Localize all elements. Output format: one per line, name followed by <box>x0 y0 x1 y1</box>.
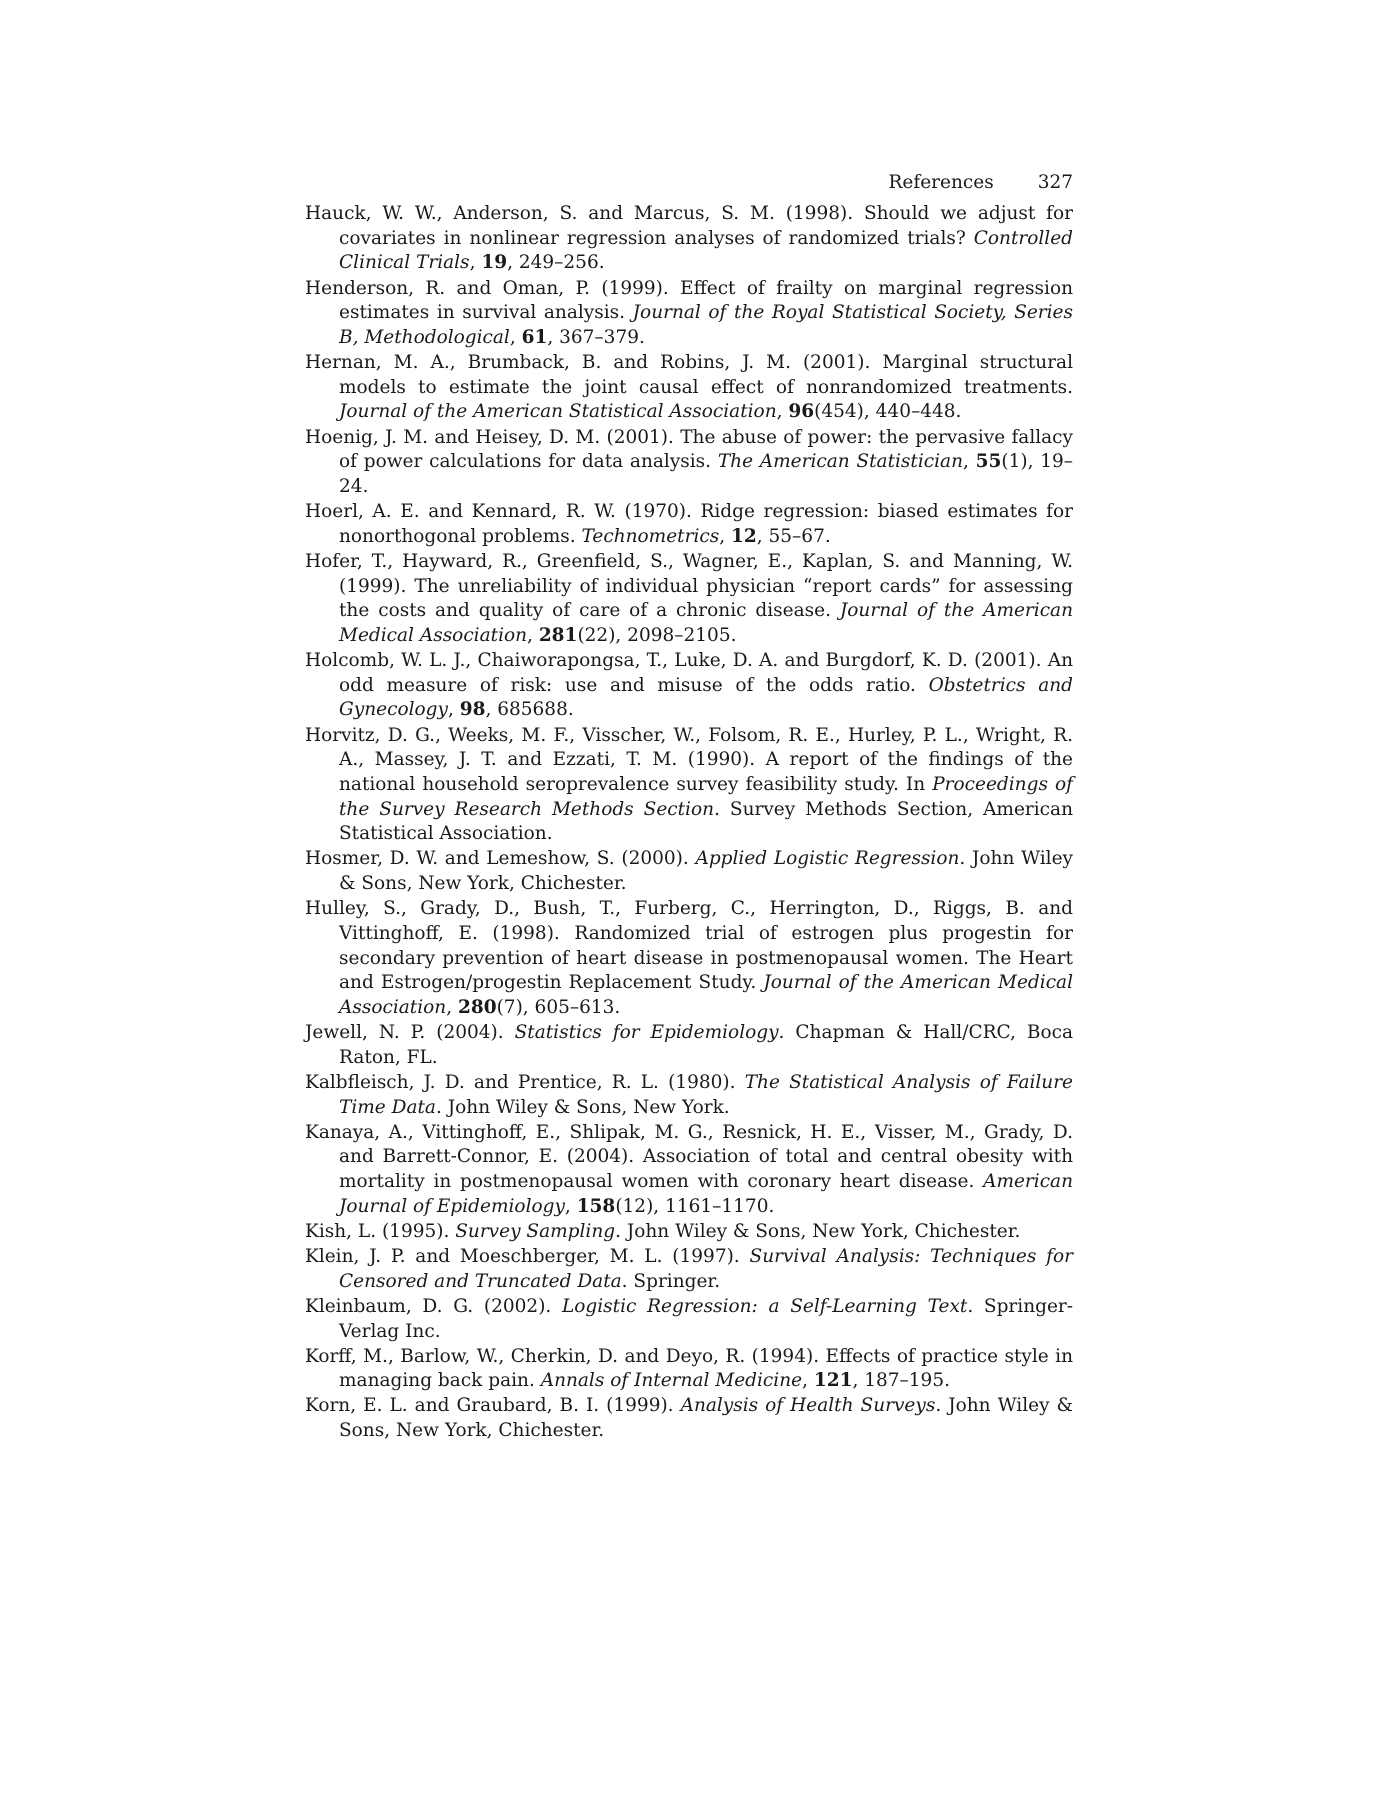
reference-journal: The Statistical Analysis of Failure Time Data <box>339 1071 1074 1118</box>
reference-separator: , <box>447 699 460 721</box>
reference-text: Horvitz, D. G., Weeks, M. F., Visscher, W., Folsom, R. E., Hurley, P. L., Wright, R. A., Massey, J. T. and Ezzati, T. M. (1990). A report of the findings of the national household seroprevalence survey feasibility study. In <box>305 724 1073 795</box>
reference-separator: . Springer-Verlag Inc. <box>339 1295 1073 1342</box>
reference-pages: (7), 605–613. <box>496 997 621 1019</box>
reference-text: Kalbfleisch, J. D. and Prentice, R. L. (1980). <box>305 1071 745 1093</box>
page-number: 327 <box>1037 172 1073 193</box>
reference-entry <box>305 1220 1073 1245</box>
reference-journal: Annals of Internal Medicine <box>540 1370 803 1392</box>
reference-volume: 61 <box>521 326 548 348</box>
reference-separator: , <box>469 252 482 274</box>
reference-separator: , <box>527 624 539 646</box>
reference-journal: Applied Logistic Regression <box>695 848 960 870</box>
reference-separator: . Chapman & Hall/CRC, Boca Raton, FL. <box>339 1022 1073 1068</box>
reference-pages: (1), 19–24. <box>339 451 1073 497</box>
reference-volume: 19 <box>481 252 508 274</box>
reference-volume: 55 <box>975 451 1002 473</box>
reference-text: Jewell, N. P. (2004). <box>305 1022 515 1044</box>
reference-entry <box>305 426 1073 500</box>
reference-separator: . Springer. <box>621 1270 721 1292</box>
reference-journal: Obstetrics and Gynecology <box>339 674 1073 721</box>
reference-journal: American Journal of Epidemiology <box>339 1171 1073 1217</box>
reference-entry <box>305 1071 1073 1120</box>
reference-volume: 158 <box>576 1195 616 1217</box>
reference-journal: Journal of the American Statistical Association <box>339 401 777 423</box>
reference-separator: . John Wiley & Sons, New York. <box>435 1096 730 1118</box>
reference-entry <box>305 1021 1073 1070</box>
reference-text: Henderson, R. and Oman, P. (1999). Effect of frailty on marginal regression estimates in survival analysis. <box>305 277 1073 324</box>
reference-pages: , 249–256. <box>507 252 605 274</box>
reference-separator: . John Wiley & Sons, New York, Chichester. <box>615 1220 1021 1242</box>
reference-entry <box>305 1245 1073 1294</box>
reference-volume: 98 <box>459 699 486 721</box>
reference-separator: , <box>446 997 458 1019</box>
reference-text: Kanaya, A., Vittinghoff, E., Shlipak, M. G., Resnick, H. E., Visser, M., Grady, D. and Barrett-Connor, E. (2004). Association of total and central obesity with mortality in postmenopausal women with coronary heart disease. <box>305 1121 1073 1193</box>
reference-entry <box>305 351 1073 425</box>
reference-entry <box>305 277 1073 351</box>
reference-entry <box>305 649 1073 723</box>
reference-journal: The American Statistician <box>717 451 963 473</box>
reference-text: Hosmer, D. W. and Lemeshow, S. (2000). <box>305 848 696 870</box>
reference-text: Hoerl, A. E. and Kennard, R. W. (1970). Ridge regression: biased estimates for nonorthogonal problems. <box>305 501 1073 547</box>
reference-entry <box>305 1121 1073 1220</box>
reference-entry <box>305 724 1073 848</box>
reference-volume: 96 <box>788 401 815 423</box>
reference-journal: Proceedings of the Survey Research Methods Section <box>339 773 1073 820</box>
reference-volume: 121 <box>813 1370 853 1392</box>
reference-text: Korn, E. L. and Graubard, B. I. (1999). <box>305 1395 681 1417</box>
reference-entry <box>305 1394 1073 1443</box>
reference-journal: Survey Sampling <box>455 1220 616 1242</box>
reference-entry <box>305 1345 1073 1394</box>
reference-separator: , <box>564 1195 577 1217</box>
reference-entry <box>305 1295 1073 1344</box>
reference-entry <box>305 550 1073 649</box>
reference-separator: . Survey Methods Section, American Statistical Association. <box>339 798 1073 845</box>
reference-separator: . John Wiley & Sons, New York, Chichester. <box>339 848 1073 895</box>
reference-entry <box>305 897 1073 1021</box>
reference-text: Korff, M., Barlow, W., Cherkin, D. and Deyo, R. (1994). Effects of practice style in managing back pain. <box>305 1345 1073 1392</box>
reference-entry <box>305 500 1073 549</box>
reference-journal: Logistic Regression: a Self-Learning Text <box>562 1295 968 1317</box>
reference-journal: Journal of the American Medical Association <box>339 972 1074 1019</box>
reference-journal: Journal of the Royal Statistical Society, Series B, Methodological <box>339 302 1073 348</box>
reference-separator: , <box>776 401 789 423</box>
reference-text: Hulley, S., Grady, D., Bush, T., Furberg, C., Herrington, D., Riggs, B. and Vittinghoff, E. (1998). Randomized trial of estrogen plus progestin for secondary prevention of heart disease in postmenopausal women. The Heart and Estrogen/progestin Replacement Study. <box>305 898 1073 994</box>
reference-pages: (22), 2098–2105. <box>577 624 737 646</box>
reference-text: Holcomb, W. L. J., Chaiworapongsa, T., Luke, D. A. and Burgdorf, K. D. (2001). An odd measure of risk: use and misuse of the odds ratio. <box>305 650 1073 696</box>
reference-journal: Statistics for Epidemiology <box>514 1022 779 1044</box>
reference-journal: Technometrics <box>581 525 720 547</box>
reference-entry <box>305 202 1073 276</box>
reference-separator: , <box>509 326 522 348</box>
page <box>305 170 1073 1444</box>
reference-separator: , <box>802 1370 814 1392</box>
reference-text: Kleinbaum, D. G. (2002). <box>305 1295 562 1317</box>
reference-pages: , 55–67. <box>756 525 831 547</box>
reference-pages: , 367–379. <box>547 326 645 348</box>
reference-separator: . John Wiley & Sons, New York, Chichester. <box>339 1395 1074 1442</box>
reference-separator: , <box>962 451 976 473</box>
reference-volume: 281 <box>538 624 578 646</box>
reference-text: Kish, L. (1995). <box>305 1220 456 1242</box>
reference-separator: , <box>719 525 731 547</box>
reference-pages: , 187–195. <box>852 1370 950 1392</box>
running-head-title: References <box>888 172 994 193</box>
reference-pages: (12), 1161–1170. <box>615 1195 775 1217</box>
reference-volume: 280 <box>457 997 497 1019</box>
reference-volume: 12 <box>731 525 757 547</box>
reference-text: Hofer, T., Hayward, R., Greenfield, S., Wagner, E., Kaplan, S. and Manning, W. (1999). The unreliability of individual physician “report cards” for assessing the costs and quality of care of a chronic disease. <box>305 550 1073 622</box>
reference-pages: , 685688. <box>485 699 574 721</box>
reference-entry <box>305 847 1073 896</box>
reference-text: Hernan, M. A., Brumback, B. and Robins, J. M. (2001). Marginal structural models to estimate the joint causal effect of nonrandomized treatments. <box>305 352 1073 398</box>
running-head <box>305 170 1073 202</box>
reference-list <box>305 202 1073 1444</box>
reference-text: Klein, J. P. and Moeschberger, M. L. (1997). <box>305 1246 750 1267</box>
reference-text: Hoenig, J. M. and Heisey, D. M. (2001). The abuse of power: the pervasive fallacy of power calculations for data analysis. <box>305 426 1073 473</box>
reference-pages: (454), 440–448. <box>814 401 962 423</box>
reference-text: Hauck, W. W., Anderson, S. and Marcus, S. M. (1998). Should we adjust for covariates in nonlinear regression analyses of randomized trials? <box>305 203 1073 249</box>
reference-journal: Survival Analysis: Techniques for Censored and Truncated Data <box>339 1246 1073 1292</box>
reference-journal: Analysis of Health Surveys <box>680 1395 936 1417</box>
reference-journal: Controlled Clinical Trials <box>339 227 1073 274</box>
reference-journal: Journal of the American Medical Association <box>339 600 1073 646</box>
